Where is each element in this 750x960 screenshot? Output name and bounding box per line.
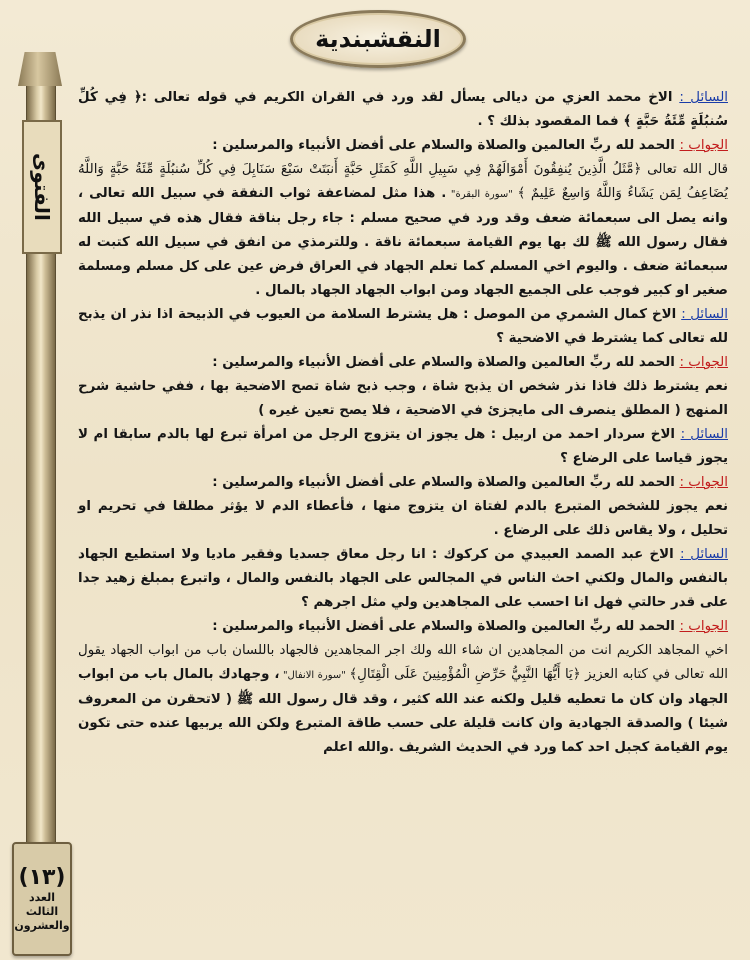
question-label: السائل :	[681, 307, 728, 322]
question-3	[78, 423, 728, 471]
issue-badge	[12, 842, 72, 956]
header-title-oval	[290, 10, 466, 68]
answer-intro: الحمد لله ربِّ العالمين والصلاة والسلام على أفضل الأنبياء والمرسلين :	[212, 619, 680, 634]
answer-2	[78, 351, 728, 375]
question-text: الاخ كمال الشمري من الموصل : هل يشترط السلامة من العيوب في الذبيحة اذا نذر ان يذبح لله تعالى كما يشترط في الاضحية ؟	[78, 307, 728, 346]
side-pillar	[14, 52, 70, 932]
quran-quote: اخي المجاهد الكريم انت من المجاهدين ان شاء الله ولك اجر المجاهدين فالجهاد باللسان باب من ابواب الجهاد يقول الله تعالى في كتابه العزيز ﴿يَا أَيُّهَا النَّبِيُّ حَرِّضِ الْمُؤْمِنِينَ عَلَى الْقِتَالِ﴾	[78, 643, 729, 682]
answer-intro: الحمد لله ربِّ العالمين والصلاة والسلام على أفضل الأنبياء والمرسلين :	[212, 475, 680, 490]
answer-1	[78, 134, 728, 158]
answer-label: الجواب :	[679, 619, 728, 634]
surah-reference: "سورة البقرة"	[446, 189, 518, 200]
issue-number: (١٣)	[18, 865, 66, 890]
question-label: السائل :	[679, 547, 728, 562]
answer-3-body	[78, 495, 728, 543]
question-1	[78, 86, 728, 134]
answer-3	[78, 471, 728, 495]
question-label: السائل :	[679, 90, 728, 105]
answer-intro: الحمد لله ربِّ العالمين والصلاة والسلام على أفضل الأنبياء والمرسلين :	[212, 355, 680, 370]
answer-text: ، وجهادك بالمال باب من ابواب الجهاد وان كان ما تعطيه قليل ولكنه عند الله كثير ، وقد قال رسول الله ﷺ ( لاتحقرن من المعروف شيئا ) والصدقة الجهادية وان كانت قليلة على حسب طاقة المتبرع ولكن الله يربيها عنده حتى تكون يوم القيامة كجبل احد كما ورد في الحديث الشريف .والله اعلم	[78, 667, 728, 755]
question-text: الاخ عبد الصمد العبيدي من كركوك : انا رجل معاق جسديا وفقير ماديا ولا استطيع الجهاد بالنفس والمال ولكني احث الناس في المجالس على الجهاد بالنفس والمال ، واتبرع بمبلغ زهيد جدا على قدر حالتي فهل انا احسب على المجاهدين ولي مثل اجرهم ؟	[78, 547, 728, 610]
page-title: النقشبندية	[315, 25, 441, 53]
question-2	[78, 303, 728, 351]
answer-label: الجواب :	[679, 475, 728, 490]
answer-label: الجواب :	[679, 355, 728, 370]
question-text: الاخ سردار احمد من اربيل : هل يجوز ان يتزوج الرجل من امرأة تبرع لها بالدم سابقا ام لا يجوز قياسا على الرضاع ؟	[78, 427, 728, 466]
answer-2-body	[78, 375, 728, 423]
answer-text: نعم يشترط ذلك فاذا نذر شخص ان يذبح شاة ، وجب ذبح شاة تصح الاضحية بها ، ففي حاشية شرح المنهج ( المطلق ينصرف الى مايجزئ في الاضحية ، فلا يصح تعين غيره )	[78, 379, 728, 418]
pillar-cap	[18, 52, 62, 86]
answer-4-body	[78, 639, 728, 760]
section-label: الفتوى	[30, 153, 54, 221]
issue-line-2: الثالث	[25, 905, 59, 918]
answer-label: الجواب :	[679, 138, 728, 153]
answer-4	[78, 615, 728, 639]
answer-1-body	[78, 158, 728, 303]
question-label: السائل :	[680, 427, 728, 442]
surah-reference: "سورة الانفال"	[279, 670, 350, 681]
answer-text: نعم يجوز للشخص المتبرع بالدم لفتاة ان يتزوج منها ، فأعطاء الدم لا يؤثر مطلقا في تحريم او تحليل ، ولا يقاس ذلك على الرضاع .	[78, 499, 728, 538]
answer-intro: الحمد لله ربِّ العالمين والصلاة والسلام على أفضل الأنبياء والمرسلين :	[212, 138, 680, 153]
quran-quote: قال الله تعالى ﴿مَّثَلُ الَّذِينَ يُنفِقُونَ أَمْوَالَهُمْ فِي سَبِيلِ اللَّهِ كَمَثَلِ حَبَّةٍ أَنبَتَتْ سَبْعَ سَنَابِلَ فِي كُلِّ سُنبُلَةٍ مِّئَةُ حَبَّةٍ وَاللَّهُ يُضَاعِفُ لِمَن يَشَاءُ وَاللَّهُ وَاسِعٌ عَلِيمٌ ﴾	[78, 162, 728, 201]
issue-line-3: والعشرون	[14, 919, 70, 932]
section-label-box	[22, 120, 62, 254]
answer-text: . هذا مثل لمضاعفة ثواب النفقة في سبيل الله تعالى ، وانه يصل الى سبعمائة ضعف وقد ورد في صحيح مسلم : جاء رجل بناقة فقال هذه في سبيل الله فقال رسول الله ﷺ لك بها يوم القيامة سبعمائة ناقة . وللترمذي من انفق في سبيل الله كتبت له سبعمائة ضعف . واليوم اخي المسلم كما تعلم الجهاد في العراق فرض عين على كل مسلم ومسلمة صغير او كبير فوجب على الجميع الجهاد ومن ابواب الجهاد الجهاد بالمال .	[78, 186, 728, 298]
question-4	[78, 543, 728, 615]
question-text: الاخ محمد العزي من ديالى يسأل لقد ورد في القران الكريم في قوله تعالى :﴿ فِي كُلِّ سُنبُلَةٍ مِّئَةُ حَبَّةٍ ﴾ فما المقصود بذلك ؟ .	[78, 90, 728, 129]
issue-line-1: العدد	[28, 891, 56, 904]
fatwa-content	[78, 86, 728, 760]
